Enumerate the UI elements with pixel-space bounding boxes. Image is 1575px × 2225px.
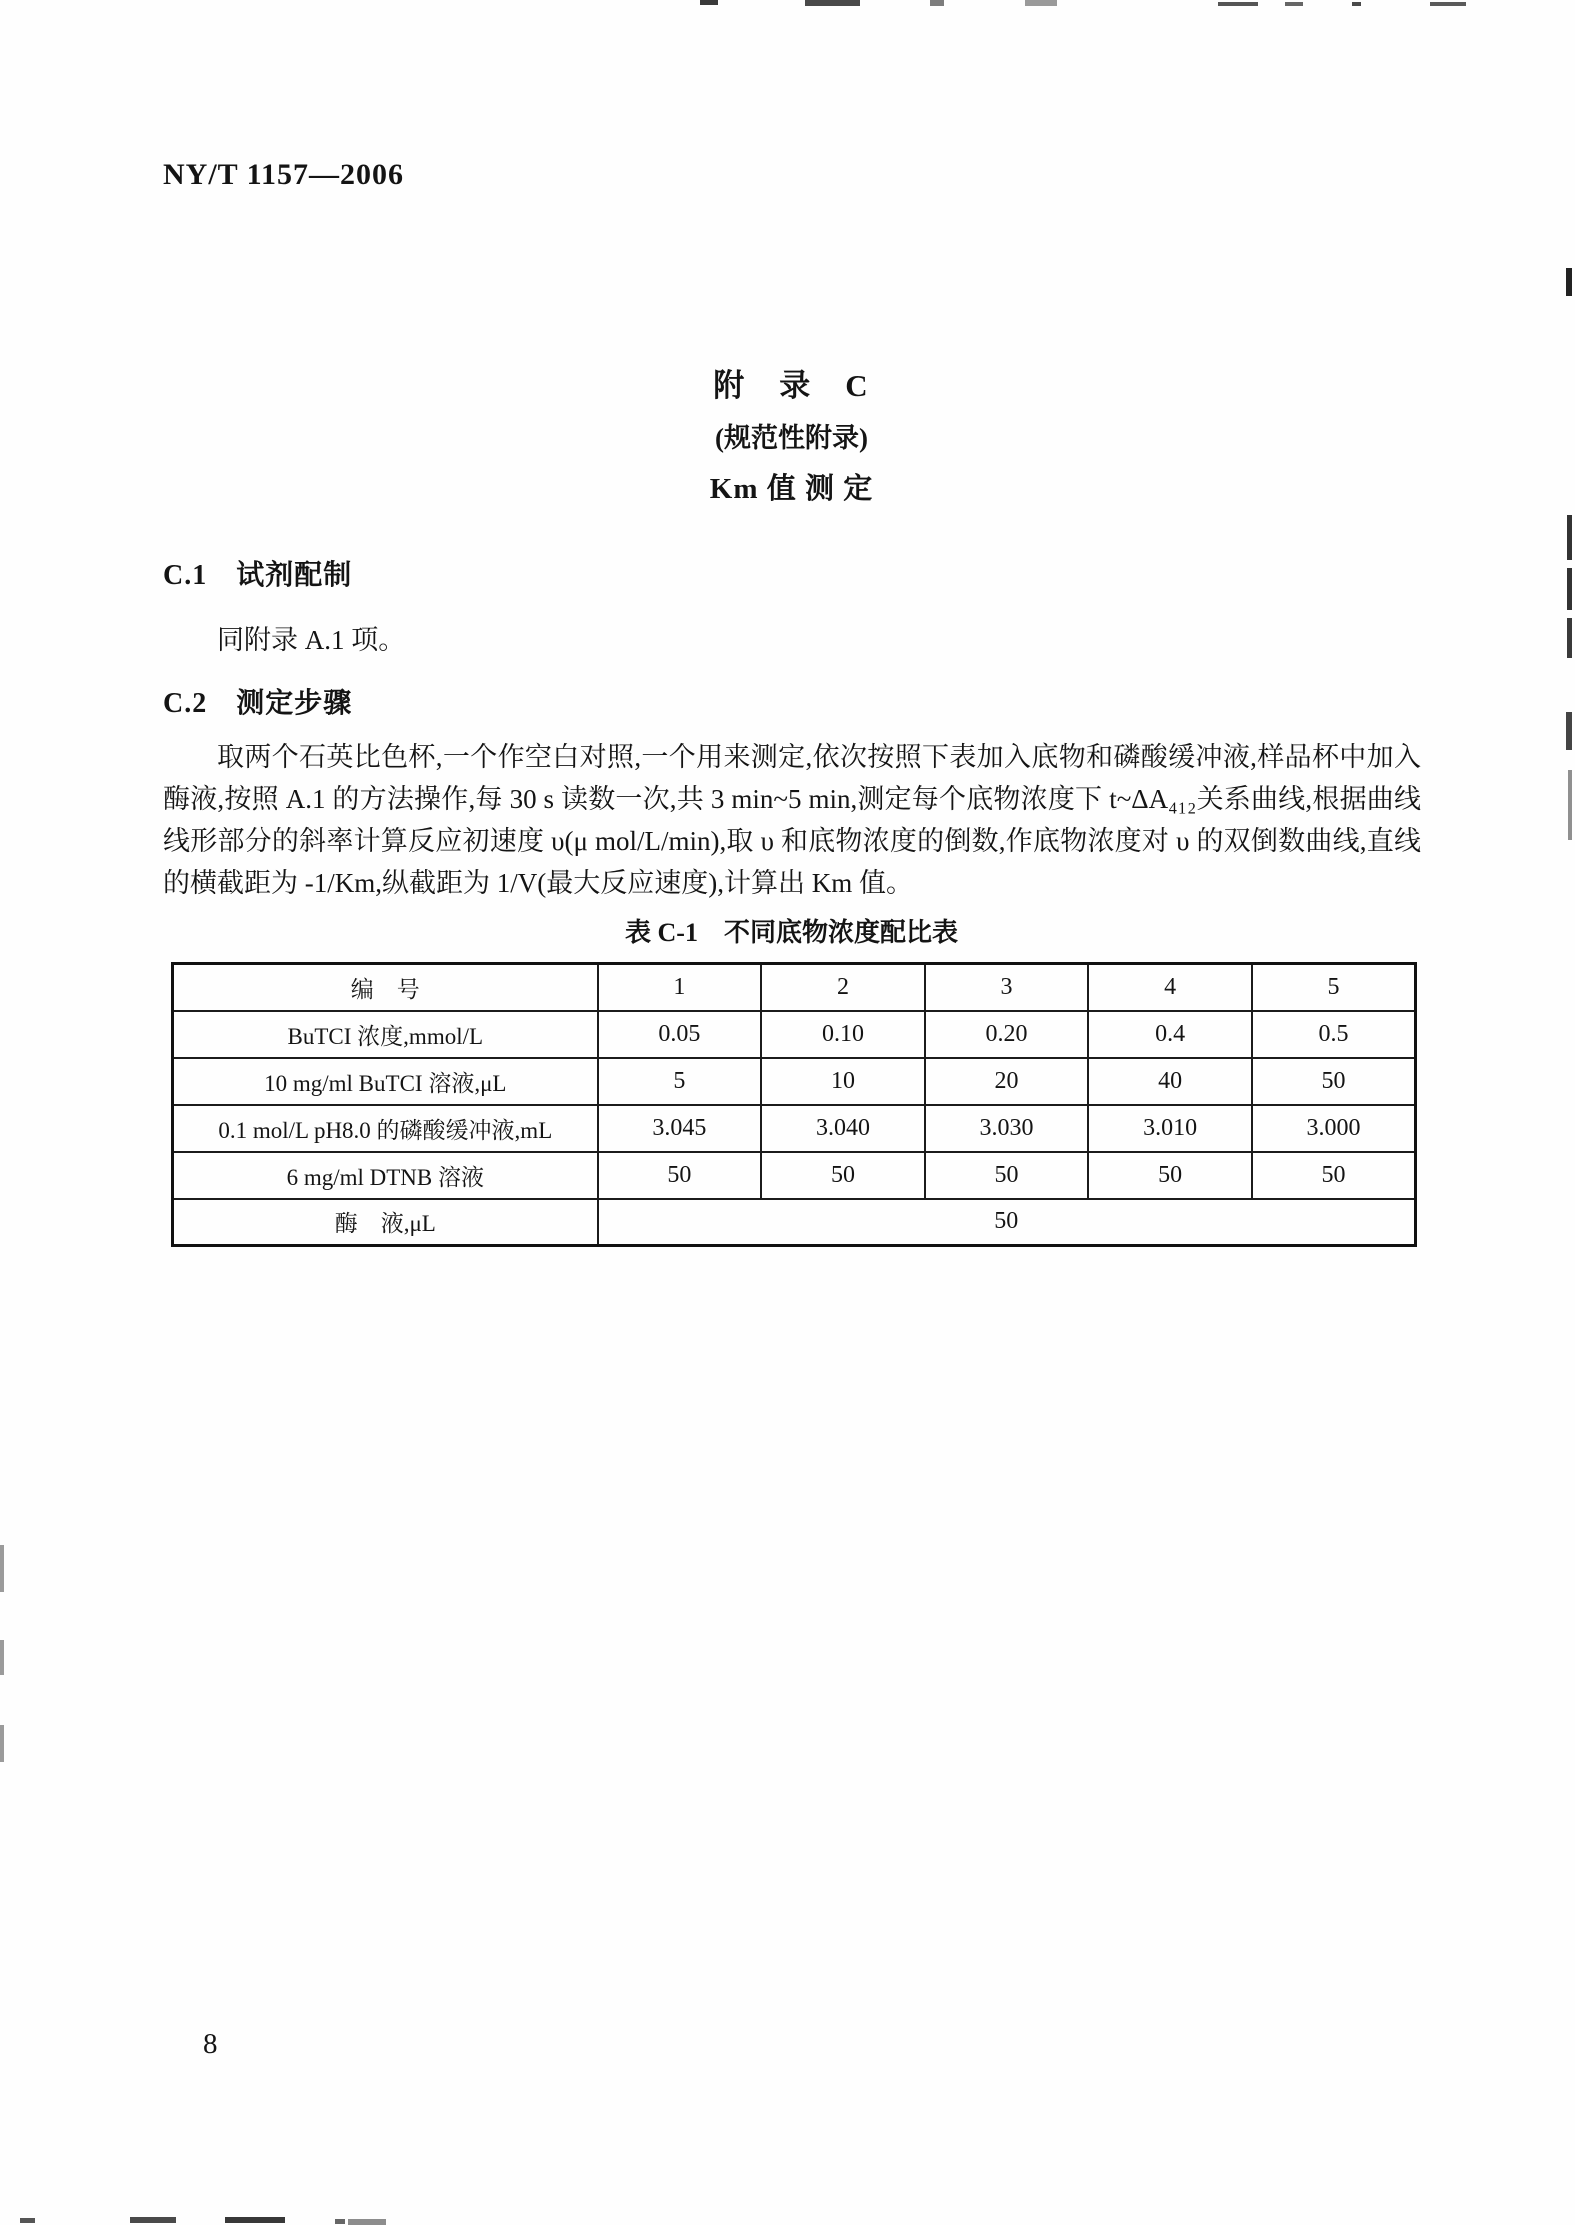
section-heading-c1: C.1 试剂配制 (163, 560, 353, 591)
row-label: 0.1 mol/L pH8.0 的磷酸缓冲液,mL (173, 1105, 598, 1152)
row-label: BuTCI 浓度,mmol/L (173, 1011, 598, 1058)
merged-value-cell: 50 (598, 1199, 1416, 1246)
table-row (173, 1058, 1416, 1105)
table-cell: 0.5 (1252, 1011, 1416, 1058)
table-row-merged (173, 1199, 1416, 1246)
table-cell: 50 (1088, 1152, 1252, 1199)
table-cell: 0.05 (598, 1011, 762, 1058)
table-header-cell: 2 (761, 964, 925, 1011)
table-cell: 50 (598, 1152, 762, 1199)
substrate-ratio-table (171, 962, 1417, 1247)
table-cell: 3.045 (598, 1105, 762, 1152)
standard-number: NY/T 1157—2006 (163, 158, 404, 191)
row-label: 10 mg/ml BuTCI 溶液,μL (173, 1058, 598, 1105)
scan-artifact (1567, 568, 1572, 610)
scan-artifact (335, 2219, 345, 2224)
appendix-subtitle: (规范性附录) (715, 423, 868, 453)
section-body-c1: 同附录 A.1 项。 (217, 625, 406, 655)
table-cell: 3.030 (925, 1105, 1089, 1152)
scan-artifact (930, 0, 944, 6)
table-cell: 3.010 (1088, 1105, 1252, 1152)
section-paragraph-c2: 取两个石英比色杯,一个作空白对照,一个用来测定,依次按照下表加入底物和磷酸缓冲液,样品杯中加入酶液,按照 A.1 的方法操作,每 30 s 读数一次,共 3 min~5 min,测定每个底物浓度下 t~ΔA₄₁₂关系曲线,根据曲线线形部分的斜率计算反应初速度 υ(μ mol/L/min),取 υ 和底物浓度的倒数,作底物浓度对 υ 的双倒数曲线,直线的横截距为 -1/Km,纵截距为 1/V(最大反应速度),计算出 Km 值。 (163, 742, 1421, 898)
scan-artifact (805, 0, 860, 6)
table-row (173, 1011, 1416, 1058)
table-caption: 表 C-1 不同底物浓度配比表 (625, 918, 958, 947)
table-cell: 0.10 (761, 1011, 925, 1058)
table-cell: 50 (1252, 1152, 1416, 1199)
scan-artifact (1566, 268, 1572, 296)
table-cell: 5 (598, 1058, 762, 1105)
table-cell: 3.040 (761, 1105, 925, 1152)
table-header-cell: 编 号 (173, 964, 598, 1011)
scan-artifact (1567, 515, 1572, 560)
table-header-row (173, 964, 1416, 1011)
table-cell: 40 (1088, 1058, 1252, 1105)
table-cell: 50 (925, 1152, 1089, 1199)
scan-artifact (20, 2218, 35, 2223)
table-cell: 3.000 (1252, 1105, 1416, 1152)
appendix-title: 附 录 C (713, 368, 870, 403)
scan-artifact (1025, 0, 1057, 6)
appendix-title-block (163, 360, 1420, 507)
page-number: 8 (203, 2028, 218, 2060)
scan-artifact (1568, 770, 1572, 840)
scan-artifact (1430, 2, 1466, 6)
table-header-cell: 5 (1252, 964, 1416, 1011)
table-cell: 50 (761, 1152, 925, 1199)
appendix-topic: Km 值 测 定 (709, 473, 874, 505)
table-header-cell: 4 (1088, 964, 1252, 1011)
scan-artifact (1285, 2, 1303, 6)
scan-artifact (1566, 712, 1572, 750)
scan-artifact (0, 1725, 4, 1762)
table-cell: 20 (925, 1058, 1089, 1105)
table-cell: 0.20 (925, 1011, 1089, 1058)
scan-artifact (700, 0, 718, 5)
row-label: 酶 液,μL (173, 1199, 598, 1246)
scan-artifact (348, 2219, 386, 2225)
table-c1 (171, 962, 1417, 1247)
scan-artifact (0, 1640, 4, 1675)
row-label: 6 mg/ml DTNB 溶液 (173, 1152, 598, 1199)
table-header-cell: 3 (925, 964, 1089, 1011)
scan-artifact (1352, 2, 1361, 6)
table-cell: 10 (761, 1058, 925, 1105)
scan-artifact (225, 2217, 285, 2223)
scan-artifact (130, 2217, 176, 2223)
table-cell: 0.4 (1088, 1011, 1252, 1058)
table-header-cell: 1 (598, 964, 762, 1011)
scan-artifact (1218, 2, 1258, 6)
table-row (173, 1152, 1416, 1199)
table-row (173, 1105, 1416, 1152)
scan-artifact (0, 1545, 4, 1592)
table-cell: 50 (1252, 1058, 1416, 1105)
scan-artifact (1567, 618, 1572, 658)
section-heading-c2: C.2 测定步骤 (163, 688, 353, 719)
